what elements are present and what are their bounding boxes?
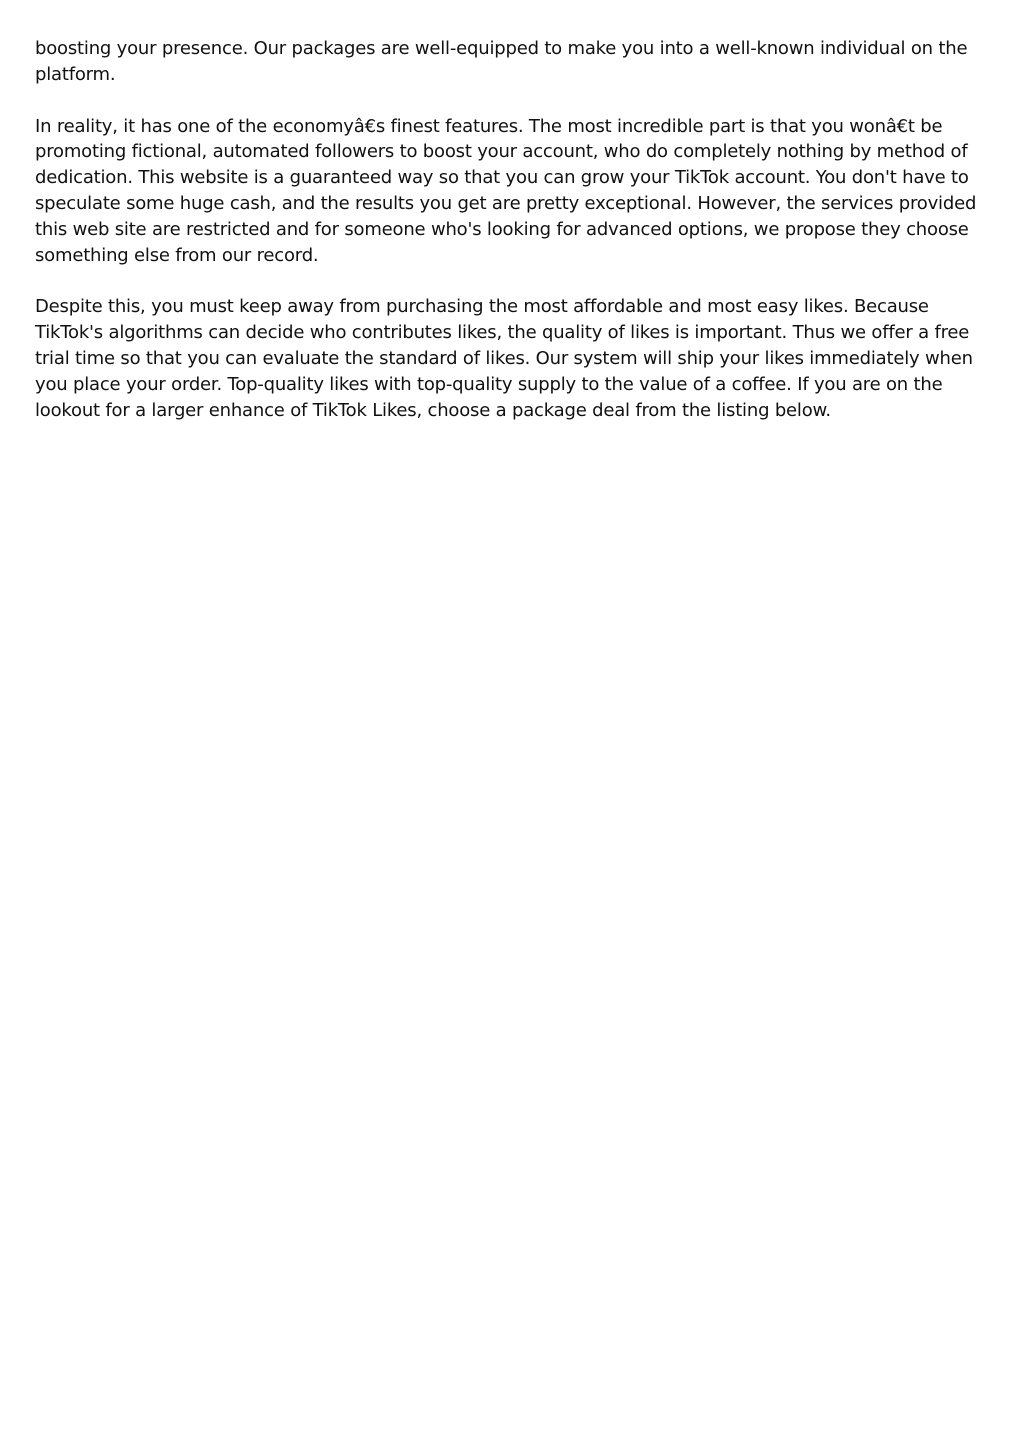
paragraph-3: Despite this, you must keep away from purchasing the most affordable and most easy likes. Because TikTok's algorithms can decide who contributes likes, the quality of likes is important. Thus we offer a free trial time so that you can evaluate the standard of likes. Our system will ship your likes immediately when you place your order. Top-quality likes with top-quality supply to the value of a coffee. If you are on the lookout for a larger enhance of TikTok Likes, choose a package deal from the listing below. bbox=[35, 296, 973, 421]
document-body bbox=[35, 36, 995, 449]
paragraph-2: In reality, it has one of the economyâ€s finest features. The most incredible part is that you wonâ€t be promoting fictional, automated followers to boost your account, who do completely nothing by method of dedication. This website is a guaranteed way so that you can grow your TikTok account. You don't have to speculate some huge cash, and the results you get are pretty exceptional. However, the services provided this web site are restricted and for someone who's looking for advanced options, we propose they choose something else from our record. bbox=[35, 115, 977, 266]
paragraph-1: boosting your presence. Our packages are well-equipped to make you into a well-known individual on the platform. bbox=[35, 38, 968, 85]
